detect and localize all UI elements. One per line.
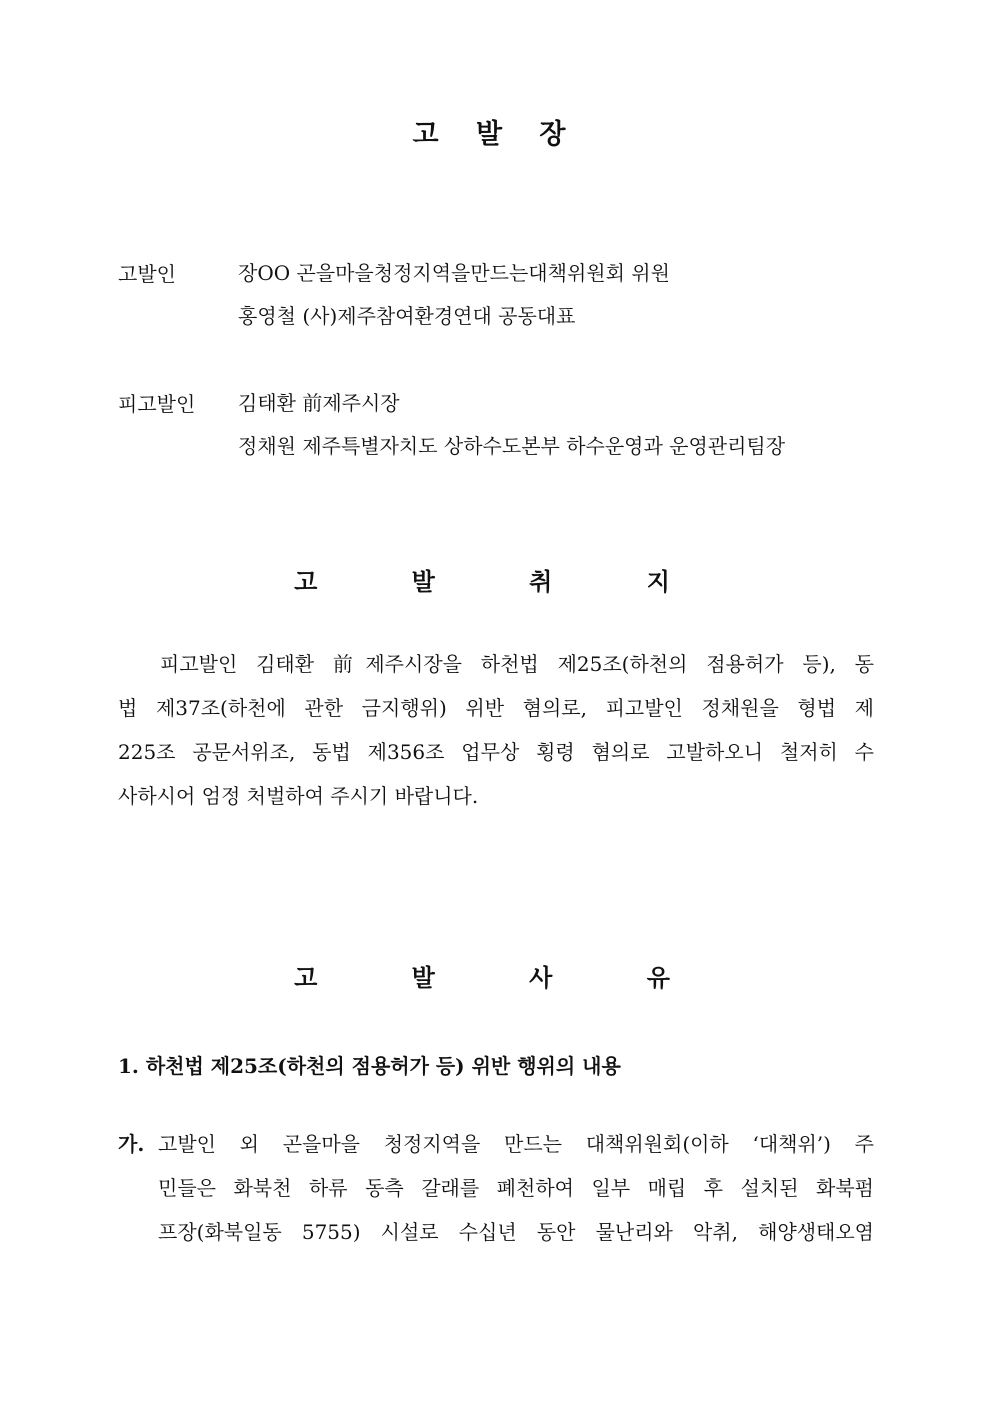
- accused-entry: 정채원 제주특별자치도 상하수도본부 하수운영과 운영관리팀장: [238, 434, 786, 458]
- complainant-entry: 장OO 곤을마을청정지역을만드는대책위원회 위원: [238, 261, 670, 285]
- purpose-heading: 고 발 취 지: [294, 567, 698, 596]
- accused-list: [238, 388, 785, 474]
- reason-item: [118, 1128, 874, 1260]
- document-title: 고 발 장: [412, 119, 580, 150]
- item-line: 민들은 화북천 하류 동측 갈래를 폐천하여 일부 매립 후 설치된 화북펌: [158, 1176, 874, 1200]
- complainant-list: [238, 258, 670, 344]
- item-marker: 가.: [118, 1132, 145, 1156]
- item-line: 프장(화북일동 5755) 시설로 수십년 동안 물난리와 악취, 해양생태오염: [158, 1220, 874, 1244]
- accused-entry: 김태환 前제주시장: [238, 391, 400, 415]
- complainant-label: 고발인: [118, 262, 176, 286]
- purpose-line: 피고발인 김태환 前제주시장을 하천법 제25조(하천의 점용허가 등), 동: [160, 652, 874, 676]
- purpose-line: 225조 공문서위조, 동법 제356조 업무상 횡령 혐의로 고발하오니 철저히 수: [118, 740, 874, 764]
- item-line: 고발인 외 곤을마을 청정지역을 만드는 대책위원회(이하 ‘대책위’) 주: [158, 1132, 874, 1156]
- accused-label: 피고발인: [118, 392, 196, 416]
- reason-heading: 고 발 사 유: [294, 963, 698, 992]
- purpose-line: 법 제37조(하천에 관한 금지행위) 위반 혐의로, 피고발인 정채원을 형법 제: [118, 696, 874, 720]
- purpose-line: 사하시어 엄정 처벌하여 주시기 바랍니다.: [118, 784, 479, 808]
- purpose-paragraph: [118, 648, 874, 824]
- complainant-entry: 홍영철 (사)제주참여환경연대 공동대표: [238, 304, 576, 328]
- reason-subheading: 1. 하천법 제25조(하천의 점용허가 등) 위반 행위의 내용: [118, 1054, 621, 1078]
